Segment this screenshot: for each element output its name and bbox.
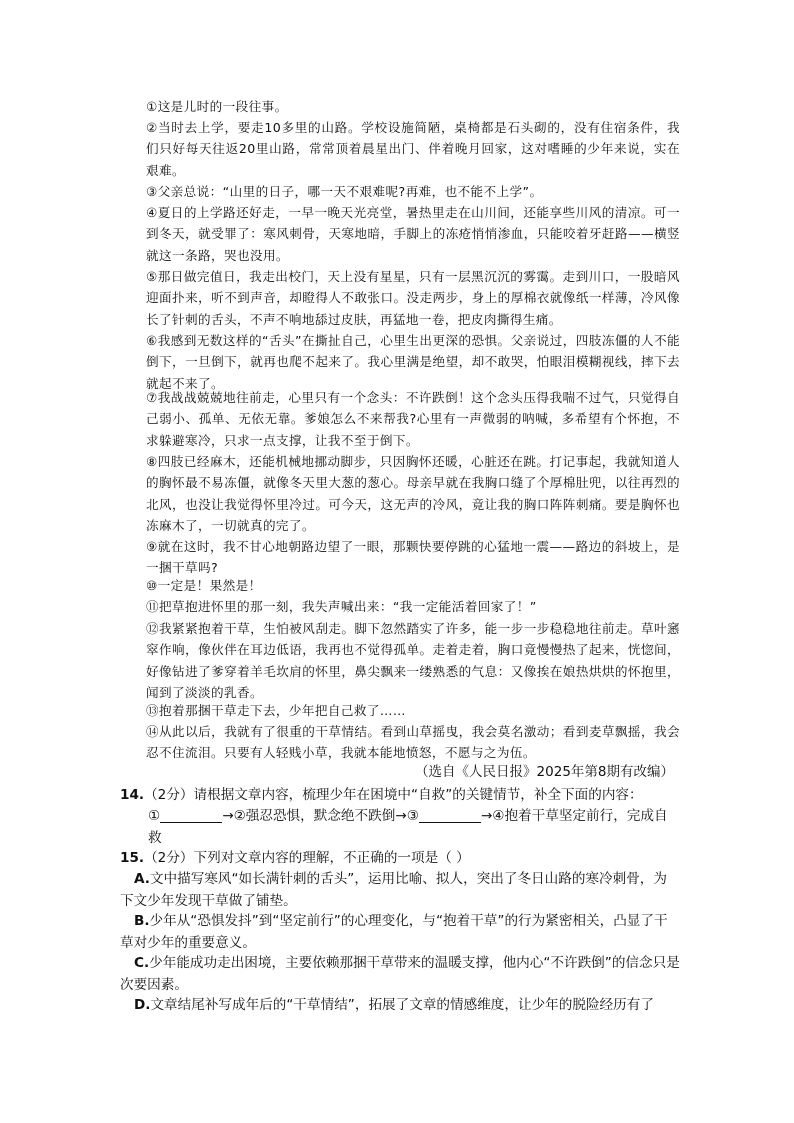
option-b[interactable] xyxy=(120,911,680,954)
flow-arrow-icon: → xyxy=(480,808,493,824)
step-3-label: ③ xyxy=(406,808,419,824)
passage-paragraph-2: ②当时去上学，要走10多里的山路。学校设施简陋，桌椅都是石头砌的，没有住宿条件，我们只好每天往返20里山路，常常顶着晨星出门、伴着晚月回家，这对嗜睡的少年来说，实在艰难。 xyxy=(146,120,680,178)
option-c-label: C. xyxy=(134,955,150,971)
step-1-label: ① xyxy=(148,808,161,824)
question-14-number: 14. xyxy=(120,787,145,803)
option-a[interactable] xyxy=(120,869,680,912)
answer-blank-2[interactable] xyxy=(419,808,481,823)
passage-paragraph-6: ⑥我感到无数这样的“舌头”在撕扯自己，心里生出更深的恐惧。父亲说过，四肢冻僵的人不能倒下，一旦倒下，就再也爬不起来了。我心里满是绝望，却不敢哭，怕眼泪模糊视线，摔下去就起不来了。 xyxy=(146,333,680,391)
passage-paragraph-9: ⑨就在这时，我不甘心地朝路边望了一眼，那颗快要停跳的心猛地一震——路边的斜坡上，是一捆干草吗? xyxy=(146,539,680,576)
option-a-label: A. xyxy=(134,871,150,887)
answer-blank-1[interactable] xyxy=(160,808,222,823)
question-14-score: （2分） xyxy=(144,787,194,803)
question-14 xyxy=(120,785,680,807)
passage-paragraph-1: ①这是儿时的一段往事。 xyxy=(146,99,288,114)
passage-paragraph-3: ③父亲总说：“山里的日子，哪一天不艰难呢?再难，也不能不上学”。 xyxy=(146,184,543,199)
option-b-label: B. xyxy=(134,913,150,929)
passage-paragraph-4: ④夏日的上学路还好走，一早一晚天光亮堂，暑热里走在山川间，还能享些川风的清凉。可一到冬天，就受罪了：寒风刺骨，天寒地暗，手脚上的冻疮悄悄渗血，只能咬着牙赶路——横竖就这一条路，哭也没用。 xyxy=(146,205,680,263)
question-15-number: 15. xyxy=(120,850,145,866)
question-14-stem: 请根据文章内容，梳理少年在困境中“自救”的关键情节，补全下面的内容： xyxy=(193,787,643,803)
option-d[interactable] xyxy=(120,995,680,1017)
passage-paragraph-7: ⑦我战战兢兢地往前走，心里只有一个念头：不许跌倒！这个念头压得我喘不过气，只觉得自己弱小、孤单、无依无靠。爹娘怎么不来帮我?心里有一声微弱的呐喊，多希望有个怀抱，不求躲避寒冷，只求一点支撑，让我不至于倒下。 xyxy=(146,390,680,448)
option-c[interactable] xyxy=(120,953,680,996)
option-c-text: 少年能成功走出困境，主要依赖那捆干草带来的温暖支撑，他内心“不许跌倒”的信念只是次要因素。 xyxy=(120,955,680,993)
passage-paragraph-10: ⑩一定是！果然是！ xyxy=(146,578,262,593)
question-15-stem: 下列对文章内容的理解，不正确的一项是（ ） xyxy=(193,850,470,866)
question-14-flow xyxy=(120,806,680,849)
passage-paragraph-5: ⑤那日做完值日，我走出校门，天上没有星星，只有一层黑沉沉的雾霭。走到川口，一股暗风迎面扑来，听不到声音，却瞪得人不敢张口。没走两步，身上的厚棉衣就像纸一样薄，冷风像长了针刺的舌头，不声不响地舔过皮肤，再猛地一卷，把皮肉撕得生痛。 xyxy=(146,269,680,327)
option-a-text: 文中描写寒风“如长满针刺的舌头”，运用比喻、拟人，突出了冬日山路的寒冷刺骨，为下文少年发现干草做了铺垫。 xyxy=(120,871,667,909)
flow-arrow-icon: → xyxy=(222,808,234,824)
passage-paragraph-13: ⑬抱着那捆干草走下去，少年把自己救了…… xyxy=(146,703,406,718)
option-d-text: 文章结尾补写成年后的“干草情结”，拓展了文章的情感维度，让少年的脱险经历有了 xyxy=(150,997,654,1013)
passage-paragraph-12: ⑫我紧紧抱着干草，生怕被风刮走。脚下忽然踏实了许多，能一步一步稳稳地往前走。草叶窸窣作响，像伙伴在耳边低语，我再也不觉得孤单。走着走着，胸口竟慢慢热了起来，恍惚间，好像钻进了爹穿着羊毛坎肩的怀里，鼻尖飘来一缕熟悉的气息：又像挨在娘热烘烘的怀抱里，闻到了淡淡的乳香。 xyxy=(146,621,680,701)
option-d-label: D. xyxy=(134,997,151,1013)
passage-paragraph-14: ⑭从此以后，我就有了很重的干草情结。看到山草摇曳，我会莫名激动；看到麦草飘摇，我会忍不住流泪。只要有人轻贱小草，我就本能地愤怒，不愿与之为伍。 xyxy=(146,724,680,761)
passage-source: （选自《人民日报》2025年第8期有改编） xyxy=(415,764,674,780)
step-2-text: ②强忍恐惧，默念绝不跌倒 xyxy=(233,808,396,824)
flow-arrow-icon: → xyxy=(395,808,407,824)
question-15-score: （2分） xyxy=(144,850,194,866)
step-4-text: ④抱着干草坚定前行，完成自救 xyxy=(148,808,668,846)
passage-paragraph-8: ⑧四肢已经麻木，还能机械地挪动脚步，只因胸怀还暖，心脏还在跳。打记事起，我就知道人的胸怀最不易冻僵，就像冬天里大葱的葱心。母亲早就在我胸口缝了个厚棉肚兜，以往再烈的北风，也没让我觉得怀里冷过。可今天，这无声的冷风，竟让我的胸口阵阵刺痛。要是胸怀也冻麻木了，一切就真的完了。 xyxy=(146,454,680,534)
option-b-text: 少年从“恐惧发抖”到“坚定前行”的心理变化，与“抱着干草”的行为紧密相关，凸显了干草对少年的重要意义。 xyxy=(120,913,668,951)
passage-paragraph-11: ⑪把草抱进怀里的那一刻，我失声喊出来：“我一定能活着回家了！” xyxy=(146,599,537,614)
question-15 xyxy=(120,848,680,870)
